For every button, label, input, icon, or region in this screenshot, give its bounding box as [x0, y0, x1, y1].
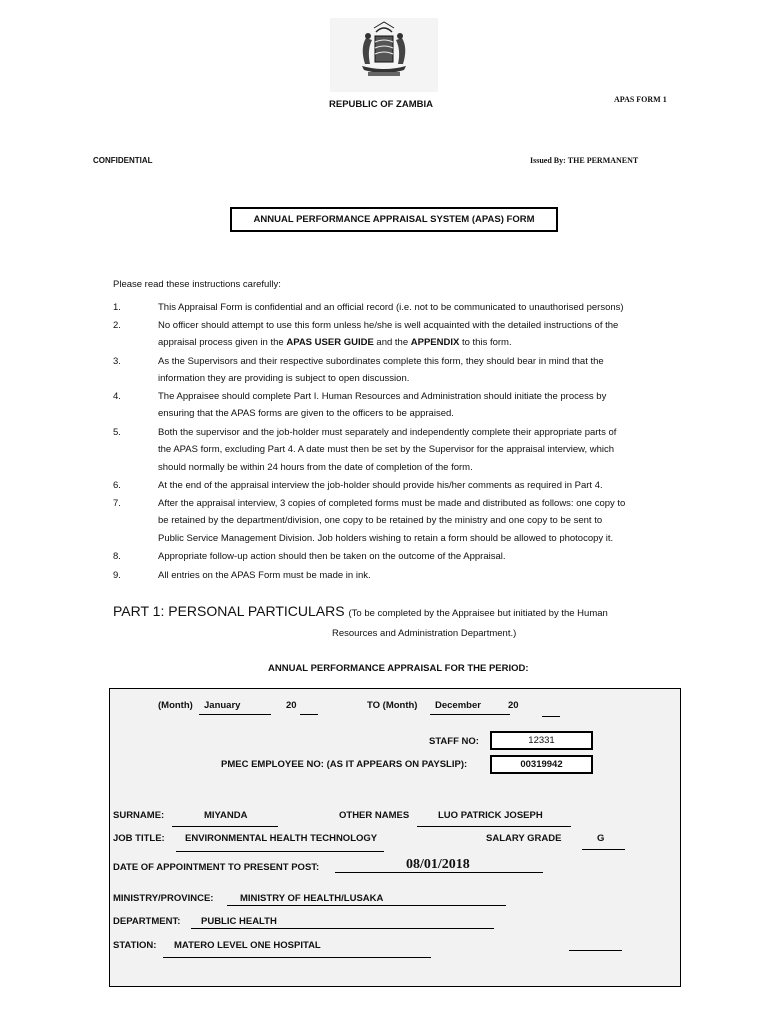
instruction-number: 6.: [113, 480, 121, 491]
period-heading: ANNUAL PERFORMANCE APPRAISAL FOR THE PERIOD:: [268, 663, 529, 674]
instruction-text: [158, 495, 654, 547]
department-label: DEPARTMENT:: [113, 916, 181, 927]
instruction-number: 4.: [113, 391, 121, 402]
instruction-line: information they are providing is subject to open discussion.: [158, 373, 410, 385]
salary-grade-label: SALARY GRADE: [486, 833, 562, 844]
job-title-value[interactable]: ENVIRONMENTAL HEALTH TECHNOLOGY: [185, 833, 378, 844]
instruction-line: No officer should attempt to use this form unless he/she is well acquainted with the detailed instructions of the: [158, 320, 619, 331]
station-label: STATION:: [113, 940, 157, 951]
to-month-underline: [430, 714, 510, 715]
instruction-line: Both the supervisor and the job-holder must separately and independently complete their appropriate parts of: [158, 427, 617, 438]
month-label: (Month): [158, 700, 193, 711]
form-id-label: APAS FORM 1: [614, 95, 667, 104]
instruction-line: the APAS form, excluding Part 4. A date must then be set by the Supervisor for the appraisal interview, which: [158, 444, 615, 456]
appointment-date-value[interactable]: 08/01/2018: [406, 857, 470, 872]
part1-note: (To be completed by the Appraisee but initiated by the Human: [348, 608, 608, 619]
appointment-label: DATE OF APPOINTMENT TO PRESENT POST:: [113, 862, 320, 873]
from-month-value[interactable]: January: [204, 700, 241, 711]
instruction-line: At the end of the appraisal interview the job-holder should provide his/her comments as required in Part 4.: [158, 480, 603, 491]
instruction-number: 3.: [113, 356, 121, 367]
instruction-line: should normally be within 24 hours from the date of completion of the form.: [158, 461, 473, 473]
issued-by-label: Issued By:: [530, 156, 566, 165]
appointment-underline: [335, 872, 543, 873]
issued-by-value: THE PERMANENT: [567, 156, 639, 165]
surname-label: SURNAME:: [113, 810, 165, 821]
job-title-underline: [176, 851, 384, 852]
instruction-line: be retained by the department/division, one copy to be retained by the ministry and one copy to be sent to: [158, 515, 603, 527]
station-value[interactable]: MATERO LEVEL ONE HOSPITAL: [174, 940, 321, 951]
issued-by-line: [530, 156, 638, 165]
instruction-text: [158, 388, 654, 423]
staff-no-label: STAFF NO:: [429, 736, 479, 747]
instruction-line: Public Service Management Division. Job holders wishing to retain a form should be allowed to photocopy it.: [158, 532, 614, 544]
instruction-number: 2.: [113, 320, 121, 331]
pmec-label: PMEC EMPLOYEE NO: (AS IT APPEARS ON PAYSLIP):: [221, 759, 468, 770]
instruction-line: The Appraisee should complete Part I. Human Resources and Administration should initiate the process by: [158, 391, 607, 402]
job-title-label: JOB TITLE:: [113, 833, 165, 844]
year-prefix-from: 20: [286, 700, 297, 711]
confidential-label: CONFIDENTIAL: [93, 156, 153, 165]
ministry-label: MINISTRY/PROVINCE:: [113, 893, 214, 904]
instruction-number: 1.: [113, 302, 121, 313]
instruction-line: This Appraisal Form is confidential and an official record (i.e. not to be communicated to unauthorised persons): [158, 302, 624, 313]
staff-no-field[interactable]: 12331: [490, 731, 593, 750]
instruction-line: All entries on the APAS Form must be made in ink.: [158, 570, 371, 581]
instructions-intro: Please read these instructions carefully:: [113, 279, 281, 290]
instruction-number: 8.: [113, 551, 121, 562]
part1-note-line2: Resources and Administration Department.): [332, 628, 517, 639]
instruction-text: [158, 299, 654, 316]
surname-underline: [172, 826, 278, 827]
department-value[interactable]: PUBLIC HEALTH: [201, 916, 277, 927]
to-month-label: TO (Month): [367, 700, 418, 711]
instruction-number: 9.: [113, 570, 121, 581]
instruction-number: 7.: [113, 498, 121, 509]
instruction-text: [158, 477, 654, 494]
part1-title: PART 1: PERSONAL PARTICULARS: [113, 603, 345, 619]
other-names-underline: [417, 826, 571, 827]
instruction-number: 5.: [113, 427, 121, 438]
ministry-value[interactable]: MINISTRY OF HEALTH/LUSAKA: [240, 893, 384, 904]
personal-particulars-form: [109, 688, 681, 987]
pmec-no-field[interactable]: 00319942: [490, 755, 593, 774]
year-prefix-to: 20: [508, 700, 519, 711]
coat-of-arms-emblem: [330, 18, 438, 92]
department-underline: [191, 928, 494, 929]
instruction-line: ensuring that the APAS forms are given to the officers to be appraised.: [158, 408, 454, 420]
other-names-label: OTHER NAMES: [339, 810, 410, 821]
to-month-value[interactable]: December: [435, 700, 481, 711]
other-names-value[interactable]: LUO PATRICK JOSEPH: [438, 810, 543, 821]
instruction-line: Appropriate follow-up action should then be taken on the outcome of the Appraisal.: [158, 551, 506, 562]
station-extra-field[interactable]: [569, 950, 622, 951]
republic-heading: REPUBLIC OF ZAMBIA: [329, 99, 433, 110]
to-year-field[interactable]: [542, 716, 560, 717]
instruction-text: [158, 317, 654, 352]
coat-of-arms-icon: [330, 18, 438, 92]
form-title: ANNUAL PERFORMANCE APPRAISAL SYSTEM (APAS) FORM: [230, 207, 558, 232]
salary-grade-underline: [582, 849, 625, 850]
instruction-line: appraisal process given in the APAS USER GUIDE and the APPENDIX to this form.: [158, 337, 512, 349]
salary-grade-value[interactable]: G: [597, 833, 605, 844]
station-underline: [163, 957, 431, 958]
from-month-underline: [199, 714, 271, 715]
instruction-line: As the Supervisors and their respective subordinates complete this form, they should bear in mind that the: [158, 356, 604, 367]
from-year-field[interactable]: [300, 714, 318, 715]
ministry-underline: [227, 905, 506, 906]
part1-heading: [113, 603, 608, 619]
surname-value[interactable]: MIYANDA: [204, 810, 248, 821]
instruction-line: After the appraisal interview, 3 copies of completed forms must be made and distributed as follows: one copy to: [158, 498, 626, 509]
instruction-text: [158, 567, 654, 584]
instruction-text: [158, 548, 654, 565]
instruction-text: [158, 424, 654, 476]
instruction-text: [158, 353, 654, 388]
